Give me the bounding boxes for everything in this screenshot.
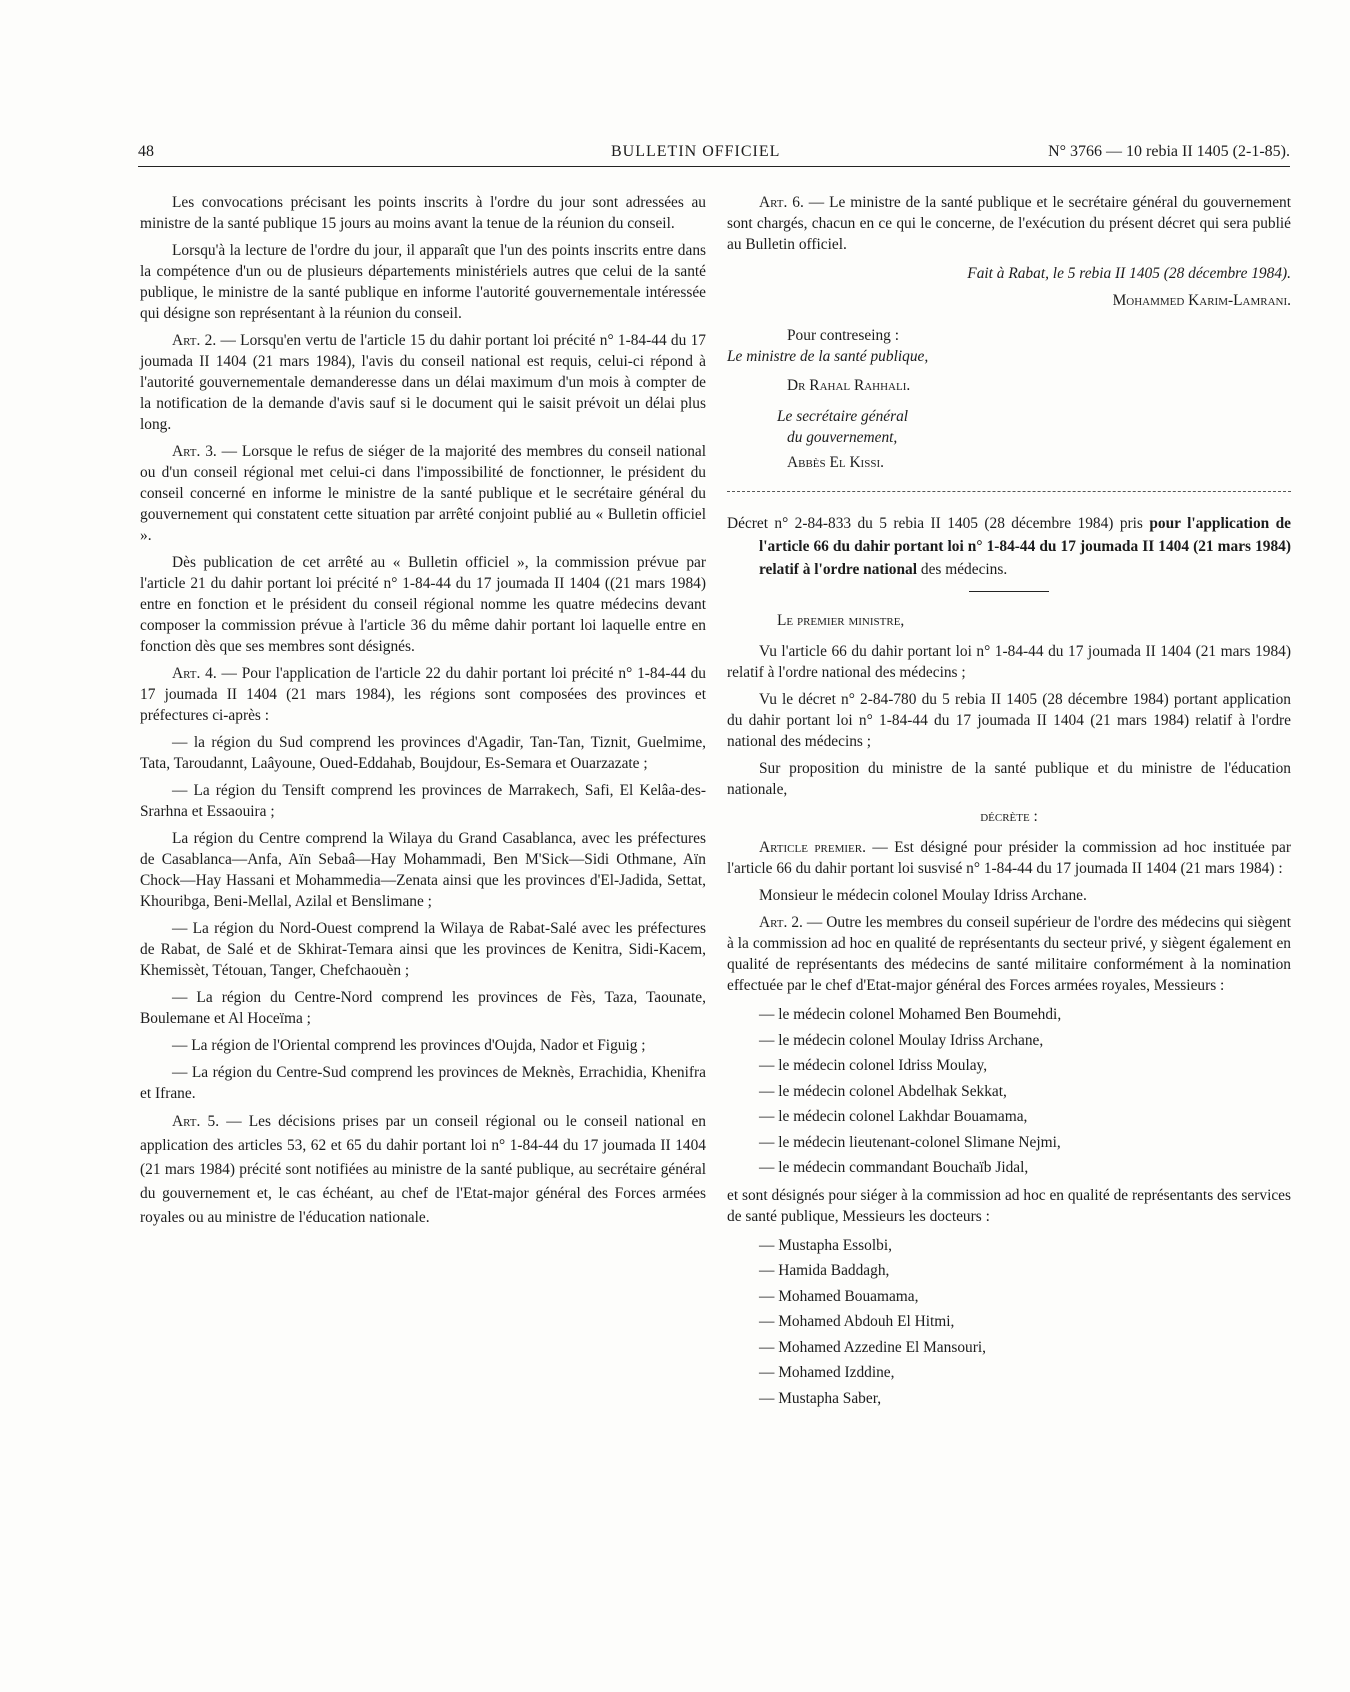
article-text: — Lorsqu'en vertu de l'article 15 du dahir portant loi précité n° 1-84-44 du 17 joumada II 1404 (21 mars 1984), l'avis du conseil national est requis, celui-ci répond à l'autorité gouvernementale demanderesse dans un délai maximum d'un mois à compter de la notification de la demande d'avis sauf si le document qui le saisit prévoit un délai plus long. bbox=[140, 332, 707, 433]
decrete-heading: décrète : bbox=[980, 808, 1038, 825]
region-nord-ouest: — La région du Nord-Ouest comprend la Wilaya de Rabat-Salé avec les préfectures de Rabat, de Salé et de Skhirat-Temara ainsi que les provinces de Kenitra, Sidi-Kacem, Khemissèt, Tétouan, Tanger, Chefchaouèn ; bbox=[140, 920, 706, 979]
article-2-decree bbox=[727, 912, 1291, 996]
page-header bbox=[138, 143, 1290, 165]
article-3 bbox=[140, 441, 706, 546]
list-item: — Mohamed Abdouh El Hitmi, bbox=[759, 1313, 955, 1330]
header-rule bbox=[138, 166, 1290, 167]
list-item: — le médecin colonel Mohamed Ben Boumehdi, bbox=[759, 1006, 1062, 1023]
minister-title: Le ministre de la santé publique, bbox=[727, 348, 929, 365]
decree-title-start: Décret n° 2-84-833 du 5 rebia II 1405 (28 décembre 1984) pris bbox=[727, 515, 1150, 532]
sur-proposition: Sur proposition du ministre de la santé publique et du ministre de l'éducation nationale, bbox=[727, 760, 1291, 798]
right-column bbox=[727, 192, 1291, 1415]
title-rule bbox=[969, 591, 1049, 592]
decree-title bbox=[727, 512, 1291, 581]
fait-a-rabat: Fait à Rabat, le 5 rebia II 1405 (28 décembre 1984). bbox=[967, 265, 1291, 282]
et-sont-designes: et sont désignés pour siéger à la commission ad hoc en qualité de représentants des services de santé publique, Messieurs les docteurs : bbox=[727, 1186, 1291, 1225]
list-item: — Mohamed Bouamama, bbox=[759, 1287, 919, 1305]
list-item: — Hamida Baddagh, bbox=[759, 1262, 890, 1279]
military-members-list bbox=[727, 1002, 1291, 1181]
article-label: Art. 2. bbox=[172, 332, 217, 349]
list-item: — le médecin lieutenant-colonel Slimane Nejmi, bbox=[759, 1133, 1061, 1151]
premier-ministre-heading: Le premier ministre, bbox=[777, 612, 905, 629]
article-premier bbox=[727, 837, 1291, 879]
list-item: — Mustapha Essolbi, bbox=[759, 1236, 892, 1254]
region-sud: — la région du Sud comprend les provinces d'Agadir, Tan-Tan, Tiznit, Guelmime, Tata, Taroudannt, Laâyoune, Oued-Eddahab, Boujdour, Es-Semara et Ouarzazate ; bbox=[140, 734, 706, 772]
contreseing-label: Pour contreseing : bbox=[787, 327, 899, 344]
decree-title-end: des médecins. bbox=[917, 561, 1008, 578]
article-6 bbox=[727, 192, 1291, 255]
vu-article-66: Vu l'article 66 du dahir portant loi n° 1-84-44 du 17 joumada II 1404 (21 mars 1984) relatif à l'ordre national des médecins ; bbox=[727, 643, 1291, 681]
region-oriental: — La région de l'Oriental comprend les provinces d'Oujda, Nador et Figuig ; bbox=[172, 1037, 646, 1054]
article-label: Art. 5. bbox=[172, 1113, 220, 1130]
list-item: — Mohamed Izddine, bbox=[759, 1364, 895, 1381]
vu-decret: Vu le décret n° 2-84-780 du 5 rebia II 1405 (28 décembre 1984) portant application du dahir portant loi n° 1-84-44 du 17 joumada II 1404 (21 mars 1984) relatif à l'ordre national des médecins ; bbox=[727, 691, 1291, 750]
paragraph-ordre-du-jour: Lorsqu'à la lecture de l'ordre du jour, il apparaît que l'un des points inscrits entre dans la compétence d'un ou de plusieurs départements ministériels autres que celui de la santé publique, le ministre de la santé publique en informe l'autorité gouvernementale intéressée qui désigne son représentant à la réunion du conseil. bbox=[140, 242, 706, 322]
minister-name: Dr Rahal Rahhali. bbox=[787, 377, 911, 394]
region-centre-nord: — La région du Centre-Nord comprend les provinces de Fès, Taza, Taounate, Boulemane et Al Hoceïma ; bbox=[140, 989, 706, 1027]
president-designation: Monsieur le médecin colonel Moulay Idriss Archane. bbox=[759, 887, 1087, 904]
page-number: 48 bbox=[138, 143, 154, 160]
decree-title-bold: pour l'application de l'article 66 du dahir portant loi n° 1-84-44 du 17 joumada II 1404 (21 mars 1984) relatif à l'ordre national bbox=[759, 515, 1291, 578]
article-label: Art. 2. bbox=[759, 914, 803, 931]
list-item: — le médecin commandant Bouchaïb Jidal, bbox=[759, 1159, 1029, 1176]
left-column bbox=[140, 192, 706, 1236]
paragraph-des-publication: Dès publication de cet arrêté au « Bulletin officiel », la commission prévue par l'article 21 du dahir portant loi précité n° 1-84-44 du 17 joumada II 1404 ((21 mars 1984) entre en fonction et le président du conseil régional nomme les quatre médecins devant composer la commission prévue à l'article 36 du même dahir portant loi laquelle entre en fonction dès que ses membres sont désignés. bbox=[140, 554, 706, 655]
region-centre-sud: — La région du Centre-Sud comprend les provinces de Meknès, Errachidia, Khenifra et Ifrane. bbox=[140, 1064, 706, 1102]
paragraph-convocations: Les convocations précisant les points inscrits à l'ordre du jour sont adressées au ministre de la santé publique 15 jours au moins avant la tenue de la réunion du conseil. bbox=[140, 194, 706, 232]
article-text: — Le ministre de la santé publique et le secrétaire général du gouvernement sont chargés, chacun en ce qui le concerne, de l'exécution du présent décret qui sera publié au Bulletin officiel. bbox=[727, 194, 1292, 253]
list-item: — le médecin colonel Abdelhak Sekkat, bbox=[759, 1082, 1007, 1100]
article-text: — Outre les membres du conseil supérieur de l'ordre des médecins qui siègent à la commission ad hoc en qualité de représentants du secteur privé, y siègent également en qualité de représentants des médecins de santé militaire conformément à la nomination effectuée par le chef d'Etat-major général des Forces armées royales, Messieurs : bbox=[727, 914, 1291, 994]
article-4 bbox=[140, 663, 706, 726]
list-item: — le médecin colonel Moulay Idriss Archane, bbox=[759, 1031, 1044, 1049]
article-label: Art. 4. bbox=[172, 665, 217, 682]
issue-reference: N° 3766 — 10 rebia II 1405 (2-1-85). bbox=[1048, 143, 1290, 160]
article-label: Art. 3. bbox=[172, 443, 217, 460]
list-item: — Mohamed Azzedine El Mansouri, bbox=[759, 1338, 986, 1356]
secretary-title-line1: Le secrétaire général bbox=[777, 408, 909, 425]
signatory-premier-ministre: Mohammed Karim-Lamrani. bbox=[1112, 292, 1291, 309]
article-label: Art. 6. bbox=[759, 194, 804, 211]
secretary-name: Abbès El Kissi. bbox=[787, 454, 884, 471]
list-item: — le médecin colonel Lakhdar Bouamama, bbox=[759, 1108, 1028, 1125]
article-5 bbox=[140, 1110, 706, 1230]
region-tensift: — La région du Tensift comprend les provinces de Marrakech, Safi, El Kelâa-des-Srarhna et Essaouira ; bbox=[140, 782, 706, 820]
list-item: — Mustapha Saber, bbox=[759, 1389, 882, 1407]
region-centre: La région du Centre comprend la Wilaya du Grand Casablanca, avec les préfectures de Casablanca—Anfa, Aïn Sebaâ—Hay Mohammadi, Ben M'Sick—Sidi Othmane, Aïn Chock—Hay Hassani et Mohammedia—Zenata ainsi que les provinces d'El-Jadida, Settat, Khouribga, Beni-Mellal, Azilal et Benslimane ; bbox=[140, 830, 706, 910]
list-item: — le médecin colonel Idriss Moulay, bbox=[759, 1057, 988, 1074]
article-2 bbox=[140, 330, 706, 435]
article-text: — Les décisions prises par un conseil régional ou le conseil national en application des articles 53, 62 et 65 du dahir portant loi n° 1-84-44 du 17 joumada II 1404 (21 mars 1984) précité sont notifiées au ministre de la santé publique, au secrétaire général du gouvernement et, le cas échéant, au chef de l'Etat-major général des Forces armées royales ou au ministre de l'éducation nationale. bbox=[140, 1113, 706, 1226]
article-text: — Est désigné pour présider la commission ad hoc instituée par l'article 66 du dahir portant loi susvisé n° 1-84-44 du 17 joumada II 1404 (21 mars 1984) : bbox=[727, 839, 1292, 877]
article-label: Article premier. bbox=[759, 839, 866, 856]
publication-title: BULLETIN OFFICIEL bbox=[611, 143, 781, 160]
public-health-doctors-list bbox=[727, 1233, 1291, 1412]
article-text: — Lorsque le refus de siéger de la majorité des membres du conseil national ou d'un conseil régional met celui-ci dans l'impossibilité de fonctionner, le président du conseil concerné en informe le ministre de la santé publique et le secrétaire général du gouvernement qui constatent cette situation par arrêté conjoint publié au « Bulletin officiel ». bbox=[140, 443, 706, 544]
secretary-title-line2: du gouvernement, bbox=[787, 429, 898, 446]
article-text: — Pour l'application de l'article 22 du dahir portant loi précité n° 1-84-44 du 17 joumada II 1404 (21 mars 1984), les régions sont composées des provinces et préfectures ci-après : bbox=[140, 665, 706, 724]
section-divider bbox=[727, 491, 1291, 492]
